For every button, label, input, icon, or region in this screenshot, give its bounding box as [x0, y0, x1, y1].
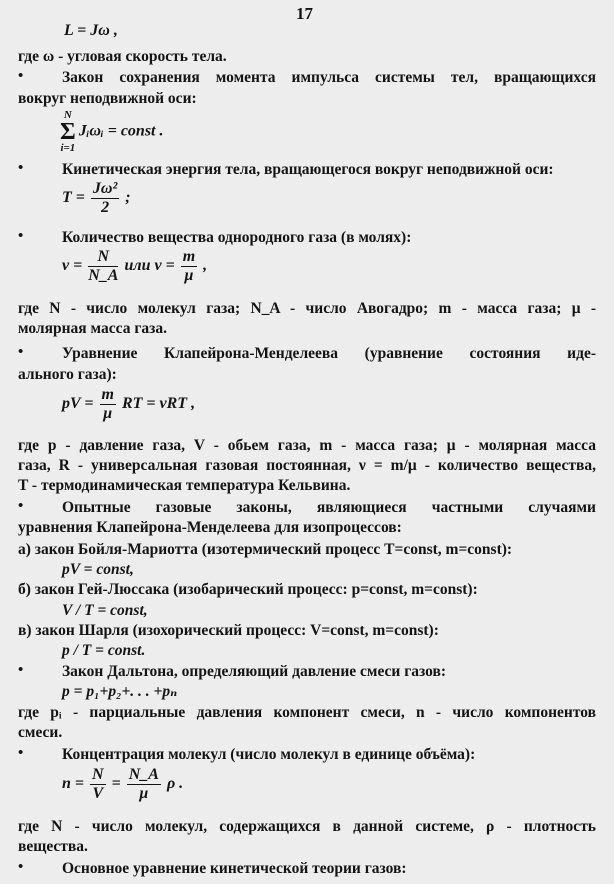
bullet-marker: •	[18, 228, 24, 244]
boyle-mariotte-law: а) закон Бойля-Мариотта (изотермический процесс T=const, m=const):	[18, 541, 513, 558]
boyle-mariotte-formula: pV = const,	[62, 561, 134, 578]
clapeyron-explanation-line1: где p - давление газа, V - обьем газа, m - масса газа; μ - молярная масса	[18, 437, 596, 454]
formula-concentration: n = $\frac{N}{V}$ = $\frac{N\_A}{\mu}$ ρ .	[62, 766, 184, 802]
amount-of-substance-heading: Количество вещества однородного газа (в молях):	[62, 229, 412, 246]
concentration-heading: Концентрация молекул (число молекул в единице объёма):	[62, 746, 476, 763]
clapeyron-explanation-line2: газа, R - универсальная газовая постоянная, ν = m/μ - количество вещества,	[18, 457, 596, 474]
gas-laws-heading-line2: уравнения Клапейрона-Менделеева для изопроцессов:	[18, 519, 402, 536]
definition-angular-velocity: где ω - угловая скорость тела.	[18, 48, 227, 65]
formula-clapeyron: pV = $\frac{m}{\mu}$ RT = νRT ,	[62, 386, 196, 422]
bullet-marker: •	[18, 344, 24, 360]
bullet-marker: •	[18, 498, 24, 514]
formula-kinetic-energy: T = $\frac{\text{Jω²}}{2}$ ;	[62, 180, 131, 216]
dalton-heading: Закон Дальтона, определяющий давление смеси газов:	[62, 663, 447, 680]
concentration-explanation-line1: где N - число молекул, содержащихся в данной системе, ρ - плотность	[18, 818, 596, 835]
bullet-marker: •	[18, 662, 24, 678]
sum-expression: Jᵢωᵢ = const .	[78, 122, 164, 140]
summation-sign: N Σ i=1	[60, 109, 76, 154]
law-angular-momentum-heading-line2: вокруг неподвижной оси:	[18, 90, 197, 107]
gay-lussac-formula: V / T = const,	[62, 602, 148, 619]
bullet-marker: •	[18, 160, 24, 176]
dalton-formula: p = p₁+p₂+. . . +pₙ	[62, 683, 178, 700]
law-angular-momentum-heading-line1: Закон сохранения момента импульса системы тел, вращающихся	[62, 69, 596, 86]
concentration-explanation-line2: вещества.	[18, 838, 88, 855]
kinetic-theory-heading: Основное уравнение кинетической теории газов:	[62, 860, 407, 877]
clapeyron-heading-line1: Уравнение Клапейрона-Менделеева (уравнение состояния иде-	[62, 345, 596, 362]
gay-lussac-law: б) закон Гей-Люссака (изобарический процесс: p=const, m=const):	[18, 581, 478, 598]
clapeyron-heading-line2: ального газа):	[18, 366, 117, 383]
kinetic-energy-heading: Кинетическая энергия тела, вращающегося вокруг неподвижной оси:	[62, 161, 554, 178]
charles-formula: p / T = const.	[62, 642, 146, 659]
dalton-explanation-line1: где pᵢ - парциальные давления компонент смеси, n - число компонентов	[18, 704, 596, 721]
formula-amount-of-substance: ν = $\frac{N}{N\_A}$ или ν = $\frac{m}{\mu}$ ,	[62, 248, 208, 284]
page-number: 17	[296, 4, 313, 23]
amount-explanation-line2: молярная масса газа.	[18, 320, 167, 337]
clapeyron-explanation-line3: T - термодинамическая температура Кельвина.	[18, 477, 351, 494]
charles-law: в) закон Шарля (изохорический процесс: V=const, m=const):	[18, 622, 439, 639]
formula-momentum-conservation	[60, 110, 163, 154]
amount-explanation-line1: где N - число молекул газа; N_A - число Авогадро; m - масса газа; μ -	[18, 300, 596, 317]
bullet-marker: •	[18, 745, 24, 761]
dalton-explanation-line2: смеси.	[18, 724, 63, 741]
formula-angular-momentum: L = Jω ,	[64, 22, 118, 39]
bullet-marker: •	[18, 68, 24, 84]
bullet-marker: •	[18, 859, 24, 875]
gas-laws-heading-line1: Опытные газовые законы, являющиеся частными случаями	[62, 499, 596, 516]
